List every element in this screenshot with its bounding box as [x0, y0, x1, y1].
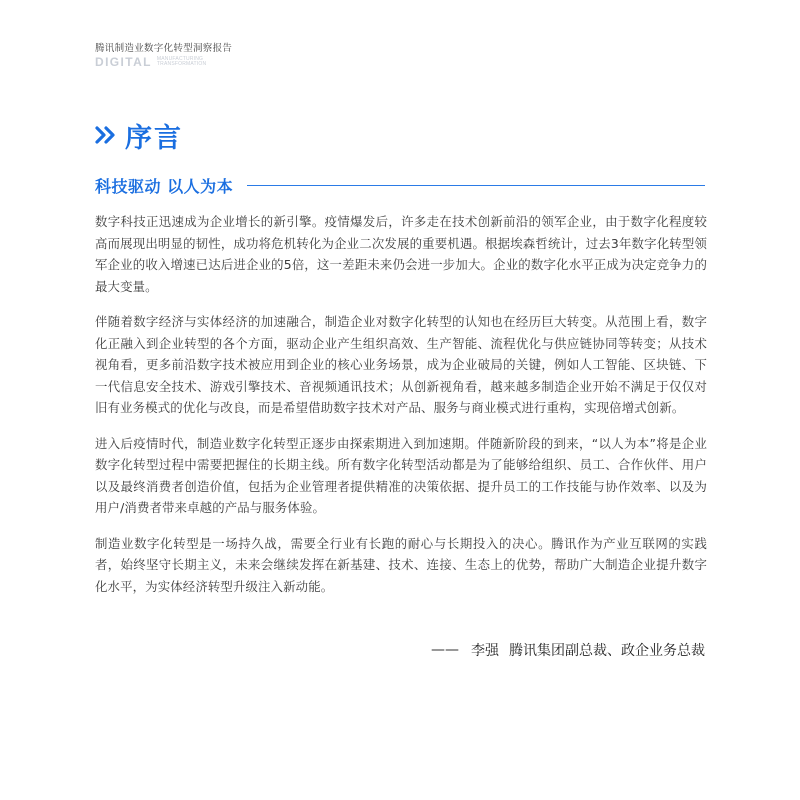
paragraph-2: 伴随着数字经济与实体经济的加速融合，制造企业对数字化转型的认知也在经历巨大转变。从范围上看，数字化正融入到企业转型的各个方面，驱动企业产生组织高效、生产智能、流程优化与供应链协同等转变；从技术视角看，更多前沿数字技术被应用到企业的核心业务场景，成为企业破局的关键，例如人工智能、区块链、下一代信息安全技术、游戏引擎技术、音视频通讯技术；从创新视角看，越来越多制造企业开始不满足于仅仅对旧有业务模式的优化与改良，而是希望借助数字技术对产品、服务与商业模式进行重构，实现倍增式创新。 [95, 314, 707, 415]
brand-sub-line2: TRANSFORMATION [156, 61, 207, 67]
signature [431, 640, 705, 660]
paragraph-4: 制造业数字化转型是一场持久战，需要全行业有长跑的耐心与长期投入的决心。腾讯作为产业互联网的实践者，始终坚守长期主义，未来会继续发挥在新基建、技术、连接、生态上的优势，帮助广大制造企业提升数字化水平，为实体经济转型升级注入新动能。 [95, 535, 707, 594]
paragraph-3: 进入后疫情时代，制造业数字化转型正逐步由探索期进入到加速期。伴随新阶段的到来，“以人为本”将是企业数字化转型过程中需要把握住的长期主线。所有数字化转型活动都是为了能够给组织、员工、合作伙伴、用户以及最终消费者创造价值，包括为企业管理者提供精准的决策依据、提升员工的工作技能与协作效率、以及为用户/消费者带来卓越的产品与服务体验。 [95, 435, 707, 515]
signature-dash: —— [431, 642, 459, 658]
brand-sub-text [157, 57, 206, 68]
subtitle-divider [247, 185, 705, 186]
body-text [95, 211, 707, 611]
page-title: 序言 [125, 122, 183, 154]
brand-main-text: DIGITAL [95, 55, 152, 69]
subtitle-row [95, 174, 705, 197]
report-title: 腾讯制造业数字化转型洞察报告 [95, 43, 233, 54]
brand-sub-line1: MANUFACTURING [156, 55, 204, 62]
signature-name: 李强 [471, 643, 499, 659]
double-chevron-right-icon [95, 126, 117, 144]
section-subtitle: 科技驱动 以人为本 [95, 177, 234, 196]
section-heading [95, 115, 183, 155]
brand-logo [95, 55, 206, 69]
paragraph-1: 数字科技正迅速成为企业增长的新引擎。疫情爆发后，许多走在技术创新前沿的领军企业，由于数字化程度较高而展现出明显的韧性，成功将危机转化为企业二次发展的重要机遇。根据埃森哲统计，过去3年数字化转型领军企业的收入增速已达后进企业的5倍，这一差距未来仍会进一步加大。企业的数字化水平正成为决定竞争力的最大变量。 [95, 214, 707, 294]
signature-title: 腾讯集团副总裁、政企业务总裁 [509, 643, 705, 659]
